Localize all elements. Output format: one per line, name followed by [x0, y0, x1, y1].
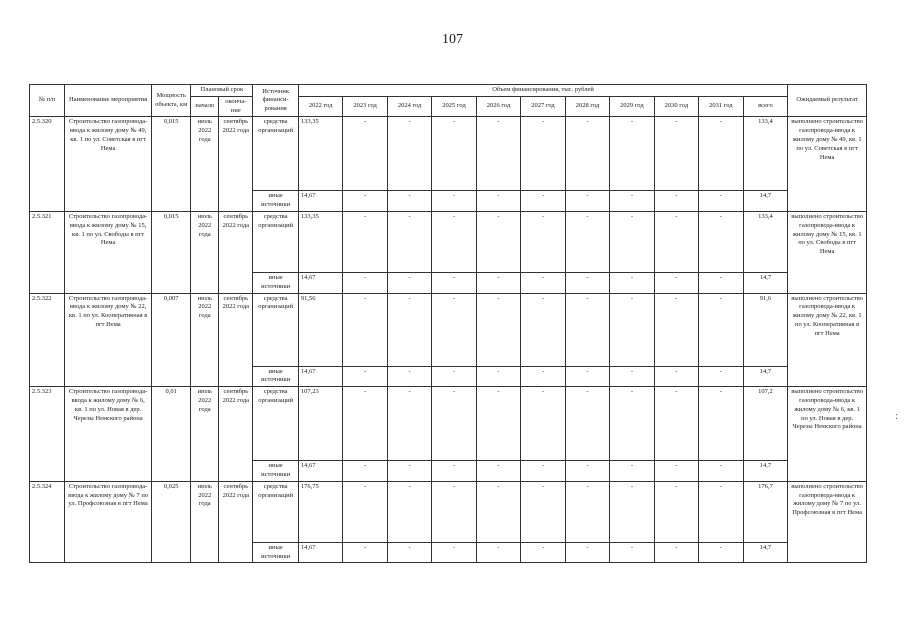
funding-value: - [699, 293, 743, 366]
funding-value: - [565, 293, 609, 366]
margin-mark: : [895, 410, 899, 422]
header-year: всего [743, 96, 788, 117]
funding-value: - [654, 366, 698, 387]
funding-value: - [343, 272, 387, 293]
funding-value: - [432, 191, 476, 212]
funding-value: 14,67 [298, 366, 342, 387]
capacity-value: 0,007 [152, 293, 191, 387]
funding-value: - [476, 542, 520, 563]
funding-value: - [343, 481, 387, 542]
funding-source: иные источники [253, 366, 299, 387]
funding-source: иные источники [253, 461, 299, 482]
term-end: сентябрь 2022 года [219, 211, 253, 293]
funding-value: - [565, 461, 609, 482]
funding-value: - [387, 387, 431, 461]
term-start: июль 2022 года [191, 387, 219, 482]
header-year: 2022 год [298, 96, 342, 117]
funding-value: - [654, 387, 698, 461]
activity-name: Строительство газопровода-ввода к жилому дому № 6, кв. 1 по ул. Новая в дер. Черезы Немского района [65, 387, 152, 482]
funding-value: 107,23 [298, 387, 342, 461]
funding-value: - [565, 542, 609, 563]
page-number: 107 [442, 32, 463, 47]
header-year: 2030 год [654, 96, 698, 117]
funding-value: - [343, 191, 387, 212]
header-year: 2027 год [521, 96, 565, 117]
funding-value: - [476, 481, 520, 542]
funding-value: - [387, 117, 431, 191]
funding-value: 14,7 [743, 542, 788, 563]
header-num: № п/п [30, 85, 65, 117]
term-start: июль 2022 года [191, 117, 219, 212]
term-end: сентябрь 2022 года [219, 293, 253, 387]
funding-source: иные источники [253, 542, 299, 563]
funding-value: - [699, 387, 743, 461]
funding-value: 91,6 [743, 293, 788, 366]
funding-value: - [476, 191, 520, 212]
funding-value: - [432, 117, 476, 191]
funding-value: - [565, 272, 609, 293]
header-funding: Объем финансирования, тыс. рублей [298, 85, 787, 97]
funding-value: - [565, 117, 609, 191]
funding-value: 107,2 [743, 387, 788, 461]
capacity-value: 0,015 [152, 117, 191, 212]
funding-value: 133,4 [743, 117, 788, 191]
funding-value: - [699, 272, 743, 293]
funding-value: - [610, 272, 654, 293]
expected-result: выполнено строительство газопровода-ввода к жилому дому № 22, кв. 1 по ул. Кооперативная в пгт Нема [788, 293, 867, 387]
expected-result: выполнено строительство газопровода-ввода к жилому дому № 49, кв. 1 по ул. Советская в пгт Нема [788, 117, 867, 212]
funding-value: 133,35 [298, 117, 342, 191]
capacity-value: 0,01 [152, 387, 191, 482]
funding-table [29, 84, 867, 563]
header-result: Ожидаемый результат [788, 85, 867, 117]
funding-value: - [476, 117, 520, 191]
funding-value: 176,7 [743, 481, 788, 542]
funding-value: - [387, 191, 431, 212]
header-year: 2024 год [387, 96, 431, 117]
row-number: 2.5.323 [30, 387, 65, 482]
term-end: сентябрь 2022 года [219, 117, 253, 212]
funding-value: - [343, 387, 387, 461]
header-source: Источник финанси-рования [253, 85, 299, 117]
header-term-start: начало [191, 96, 219, 117]
funding-value: - [699, 211, 743, 272]
funding-value: - [654, 117, 698, 191]
funding-value: - [343, 542, 387, 563]
funding-source: средства организаций [253, 117, 299, 191]
funding-value: - [476, 387, 520, 461]
funding-value: - [654, 272, 698, 293]
funding-value: - [610, 117, 654, 191]
funding-source: средства организаций [253, 211, 299, 272]
table-row [30, 481, 867, 542]
funding-value: - [565, 191, 609, 212]
funding-value: 14,67 [298, 461, 342, 482]
funding-value: 14,67 [298, 542, 342, 563]
funding-value: - [521, 293, 565, 366]
funding-value: - [432, 272, 476, 293]
funding-value: - [432, 211, 476, 272]
activity-name: Строительство газопровода-ввода к жилому дому № 49, кв. 1 по ул. Советская в пгт Нема [65, 117, 152, 212]
funding-value: - [565, 481, 609, 542]
funding-value: - [521, 461, 565, 482]
funding-value: - [476, 366, 520, 387]
activity-name: Строительство газопровода-ввода к жилому дому № 22, кв. 1 по ул. Кооперативная в пгт Нема [65, 293, 152, 387]
funding-value: - [343, 117, 387, 191]
funding-value: - [387, 366, 431, 387]
table-row [30, 211, 867, 272]
funding-value: - [521, 542, 565, 563]
funding-value: - [432, 461, 476, 482]
funding-value: - [476, 293, 520, 366]
table-row [30, 387, 867, 461]
funding-value: - [654, 542, 698, 563]
funding-value: - [387, 272, 431, 293]
header-year: 2028 год [565, 96, 609, 117]
funding-value: - [521, 211, 565, 272]
funding-value: 14,67 [298, 272, 342, 293]
funding-source: иные источники [253, 272, 299, 293]
funding-value: - [654, 293, 698, 366]
row-number: 2.5.322 [30, 293, 65, 387]
funding-value: - [699, 481, 743, 542]
funding-value: - [476, 461, 520, 482]
funding-value: 133,35 [298, 211, 342, 272]
funding-value: - [610, 366, 654, 387]
funding-value: - [343, 211, 387, 272]
term-end: сентябрь 2022 года [219, 387, 253, 482]
header-year: 2025 год [432, 96, 476, 117]
funding-value: - [432, 542, 476, 563]
funding-value: 14,7 [743, 366, 788, 387]
funding-source: иные источники [253, 191, 299, 212]
funding-value: - [521, 366, 565, 387]
header-term: Плановый срок [191, 85, 253, 97]
funding-value: 14,7 [743, 191, 788, 212]
funding-value: 14,7 [743, 272, 788, 293]
funding-source: средства организаций [253, 387, 299, 461]
funding-value: - [565, 387, 609, 461]
header-year: 2023 год [343, 96, 387, 117]
capacity-value: 0,025 [152, 481, 191, 563]
activity-name: Строительство газопровода-ввода к жилому дому № 7 по ул. Профсоюзная в пгт Нема [65, 481, 152, 563]
header-year: 2026 год [476, 96, 520, 117]
funding-value: - [610, 481, 654, 542]
funding-value: - [610, 293, 654, 366]
funding-value: - [432, 366, 476, 387]
table-row [30, 293, 867, 366]
funding-value: - [476, 211, 520, 272]
funding-source: средства организаций [253, 481, 299, 542]
expected-result: выполнено строительство газопровода-ввода к жилому дому № 7 по ул. Профсоюзная в пгт Нема [788, 481, 867, 563]
funding-value: - [343, 461, 387, 482]
funding-value: - [654, 481, 698, 542]
funding-value: - [699, 542, 743, 563]
funding-value: - [699, 461, 743, 482]
funding-value: - [432, 481, 476, 542]
term-end: сентябрь 2022 года [219, 481, 253, 563]
row-number: 2.5.321 [30, 211, 65, 293]
term-start: июль 2022 года [191, 211, 219, 293]
funding-value: - [432, 293, 476, 366]
funding-value: - [610, 461, 654, 482]
funding-value: - [521, 481, 565, 542]
funding-value: - [565, 211, 609, 272]
funding-value: - [387, 481, 431, 542]
header-name: Наименование мероприятия [65, 85, 152, 117]
funding-value: 176,75 [298, 481, 342, 542]
funding-value: - [387, 461, 431, 482]
funding-value: - [521, 117, 565, 191]
header-year: 2031 год [699, 96, 743, 117]
funding-value: - [610, 211, 654, 272]
funding-value: - [387, 211, 431, 272]
term-start: июль 2022 года [191, 293, 219, 387]
funding-value: - [343, 293, 387, 366]
funding-value: - [699, 366, 743, 387]
header-year: 2029 год [610, 96, 654, 117]
row-number: 2.5.324 [30, 481, 65, 563]
table-row [30, 117, 867, 191]
funding-value: - [654, 211, 698, 272]
funding-value: - [610, 387, 654, 461]
header-term-end: оконча-ние [219, 96, 253, 117]
funding-value: 133,4 [743, 211, 788, 272]
funding-value: 91,56 [298, 293, 342, 366]
funding-value: - [521, 272, 565, 293]
funding-value: - [610, 191, 654, 212]
funding-value: - [387, 542, 431, 563]
funding-value: 14,67 [298, 191, 342, 212]
funding-value: - [654, 461, 698, 482]
row-number: 2.5.320 [30, 117, 65, 212]
funding-value: - [699, 191, 743, 212]
term-start: июль 2022 года [191, 481, 219, 563]
expected-result: выполнено строительство газопровода-ввода к жилому дому № 6, кв. 1 по ул. Новая в дер. Черезы Немского района [788, 387, 867, 482]
funding-value: - [654, 191, 698, 212]
activity-name: Строительство газопровода-ввода к жилому дому № 15, кв. 1 по ул. Свободы в пгт Нема [65, 211, 152, 293]
funding-value: - [476, 272, 520, 293]
funding-value: 14,7 [743, 461, 788, 482]
header-capacity: Мощность объекта, км [152, 85, 191, 117]
funding-value: - [343, 366, 387, 387]
funding-value: - [565, 366, 609, 387]
funding-source: средства организаций [253, 293, 299, 366]
funding-value: - [521, 191, 565, 212]
funding-value: - [387, 293, 431, 366]
funding-value: - [521, 387, 565, 461]
capacity-value: 0,015 [152, 211, 191, 293]
funding-value: - [699, 117, 743, 191]
expected-result: выполнено строительство газопровода-ввода к жилому дому № 15, кв. 1 по ул. Свободы в пгт Нема [788, 211, 867, 293]
funding-value: - [432, 387, 476, 461]
funding-value: - [610, 542, 654, 563]
